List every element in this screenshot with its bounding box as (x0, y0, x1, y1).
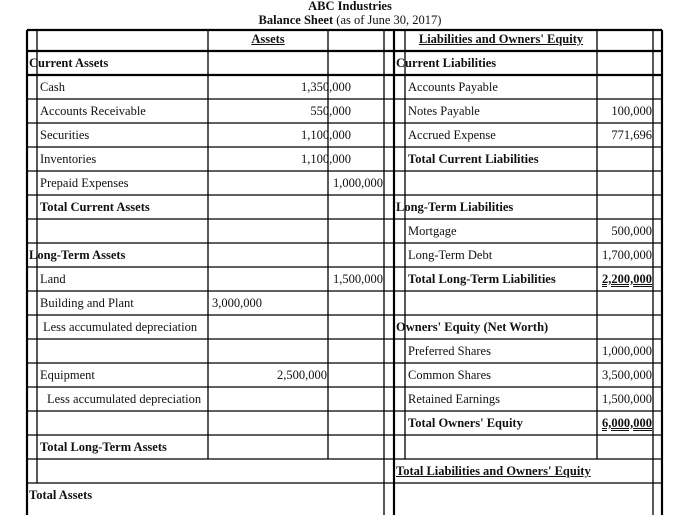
land-value: 1,500,000 (333, 272, 383, 286)
assets-header: Assets (251, 32, 285, 46)
total-long-term-liabilities-label: Total Long-Term Liabilities (408, 272, 556, 286)
sheet-subtitle: Balance Sheet (as of June 30, 2017) (258, 13, 442, 27)
equipment-value: 2,500,000 (277, 368, 327, 382)
long-term-debt-value: 1,700,000 (602, 248, 652, 262)
common-shares-value: 3,500,000 (602, 368, 652, 382)
liabilities-header: Liabilities and Owners' Equity (418, 32, 584, 46)
building-depreciation-label: Less accumulated depreciation (43, 320, 198, 334)
accrued-expense-label: Accrued Expense (408, 128, 496, 142)
cash-value: 1,350,000 (301, 80, 351, 94)
owners-equity-heading: Owners' Equity (Net Worth) (396, 320, 549, 334)
company-title: ABC Industries (308, 0, 392, 13)
retained-earnings-value: 1,500,000 (602, 392, 652, 406)
retained-earnings-label: Retained Earnings (408, 392, 500, 406)
total-liabilities-equity-label: Total Liabilities and Owners' Equity (396, 464, 591, 478)
land-label: Land (40, 272, 66, 286)
mortgage-value: 500,000 (611, 224, 652, 238)
equipment-depreciation-label: Less accumulated depreciation (47, 392, 202, 406)
long-term-assets-heading: Long-Term Assets (29, 248, 126, 262)
equipment-label: Equipment (40, 368, 95, 382)
notes-payable-value: 100,000 (611, 104, 652, 118)
securities-label: Securities (40, 128, 90, 142)
total-owners-equity-label: Total Owners' Equity (408, 416, 523, 430)
total-long-term-liabilities-value: 2,200,000 (602, 272, 652, 286)
cash-label: Cash (40, 80, 65, 94)
total-long-term-assets-label: Total Long-Term Assets (40, 440, 167, 454)
building-plant-label: Building and Plant (40, 296, 134, 310)
inventories-value: 1,100,000 (301, 152, 351, 166)
total-assets-label: Total Assets (29, 488, 93, 502)
accounts-receivable-label: Accounts Receivable (40, 104, 146, 118)
inventories-label: Inventories (40, 152, 97, 166)
preferred-shares-value: 1,000,000 (602, 344, 652, 358)
long-term-liabilities-heading: Long-Term Liabilities (396, 200, 514, 214)
accounts-receivable-value: 550,000 (310, 104, 351, 118)
current-liabilities-heading: Current Liabilities (396, 56, 497, 70)
accounts-payable-label: Accounts Payable (408, 80, 498, 94)
accrued-expense-value: 771,696 (611, 128, 652, 142)
notes-payable-label: Notes Payable (408, 104, 480, 118)
long-term-debt-label: Long-Term Debt (408, 248, 493, 262)
mortgage-label: Mortgage (408, 224, 457, 238)
total-current-assets-label: Total Current Assets (40, 200, 150, 214)
total-owners-equity-value: 6,000,000 (602, 416, 652, 430)
common-shares-label: Common Shares (408, 368, 491, 382)
prepaid-expenses-label: Prepaid Expenses (40, 176, 129, 190)
securities-value: 1,100,000 (301, 128, 351, 142)
total-current-liabilities-label: Total Current Liabilities (408, 152, 539, 166)
current-assets-heading: Current Assets (29, 56, 109, 70)
building-plant-value: 3,000,000 (212, 296, 262, 310)
preferred-shares-label: Preferred Shares (408, 344, 491, 358)
prepaid-expenses-value: 1,000,000 (333, 176, 383, 190)
